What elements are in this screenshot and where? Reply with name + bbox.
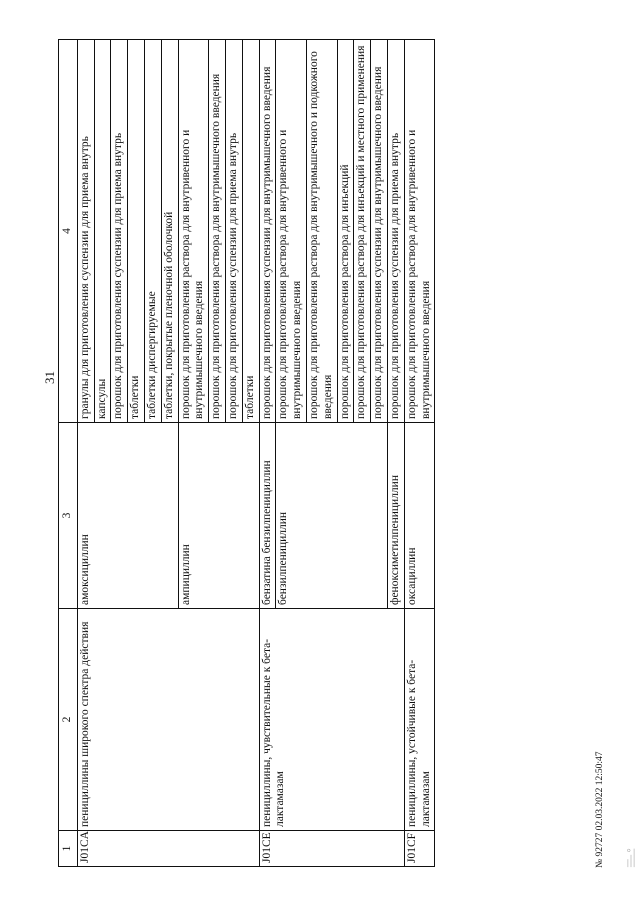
dosage-form-cell: порошок для приготовления раствора для внутримышечного и подкожного введения xyxy=(306,40,337,423)
electronic-document-logo xyxy=(606,846,640,868)
dosage-form-cell: порошок для приготовления раствора для внутривенного и внутримышечного введения xyxy=(178,40,209,423)
header-cell-4: 4 xyxy=(59,40,78,423)
table-row xyxy=(404,40,435,867)
dosage-form-cell: таблетки диспергируемые xyxy=(144,40,161,423)
atc-code-cell: J01CF xyxy=(404,831,435,867)
header-cell-1: 1 xyxy=(59,831,78,867)
dosage-form-cell: порошок для приготовления раствора для внутривенного и внутримышечного введения xyxy=(404,40,435,423)
table-header-row xyxy=(59,40,78,867)
table-row xyxy=(259,40,276,867)
dosage-form-cell: таблетки xyxy=(242,40,259,423)
drug-name-cell: феноксиметилпенициллин xyxy=(387,423,404,609)
drug-name-cell: бензатина бензилпенициллин xyxy=(259,423,276,609)
dosage-form-cell: порошок для приготовления суспензии для внутримышечного введения xyxy=(259,40,276,423)
drug-name-cell: бензилпенициллин xyxy=(276,423,388,609)
dosage-form-cell: порошок для приготовления раствора для инъекций xyxy=(337,40,354,423)
dosage-form-cell: таблетки, покрытые пленочной оболочкой xyxy=(161,40,178,423)
dosage-form-cell: порошок для приготовления раствора для внутривенного и внутримышечного введения xyxy=(276,40,307,423)
drug-name-cell: ампициллин xyxy=(178,423,259,609)
table-row xyxy=(77,40,94,867)
group-name-cell: пенициллины, чувствительные к бета-лактамазам xyxy=(259,609,404,831)
dosage-form-cell: капсулы xyxy=(94,40,111,423)
page-number: 31 xyxy=(42,371,57,384)
atc-code-cell: J01CA xyxy=(77,831,259,867)
group-name-cell: пенициллины широкого спектра действия xyxy=(77,609,259,831)
atc-code-cell: J01CE xyxy=(259,831,404,867)
dosage-form-cell: порошок для приготовления раствора для инъекций и местного применения xyxy=(354,40,371,423)
group-name-cell: пенициллины, устойчивые к бета-лактамазам xyxy=(404,609,435,831)
dosage-form-cell: порошок для приготовления раствора для внутримышечного введения xyxy=(209,40,226,423)
dosage-form-cell: порошок для приготовления суспензии для приема внутрь xyxy=(111,40,128,423)
drug-name-cell: амоксициллин xyxy=(77,423,178,609)
dosage-form-cell: порошок для приготовления суспензии для приема внутрь xyxy=(387,40,404,423)
header-cell-3: 3 xyxy=(59,423,78,609)
dosage-form-cell: гранулы для приготовления суспензии для приема внутрь xyxy=(77,40,94,423)
header-cell-2: 2 xyxy=(59,609,78,831)
rotated-page-content xyxy=(58,39,582,867)
drug-table xyxy=(58,39,435,867)
drug-name-cell: оксациллин xyxy=(404,423,435,609)
registration-stamp: № 92727 02.03.2022 12:50:47 xyxy=(595,751,605,868)
dosage-form-cell: порошок для приготовления суспензии для приема внутрь xyxy=(225,40,242,423)
dosage-form-cell: таблетки xyxy=(128,40,145,423)
dosage-form-cell: порошок для приготовления суспензии для внутримышечного введения xyxy=(371,40,388,423)
